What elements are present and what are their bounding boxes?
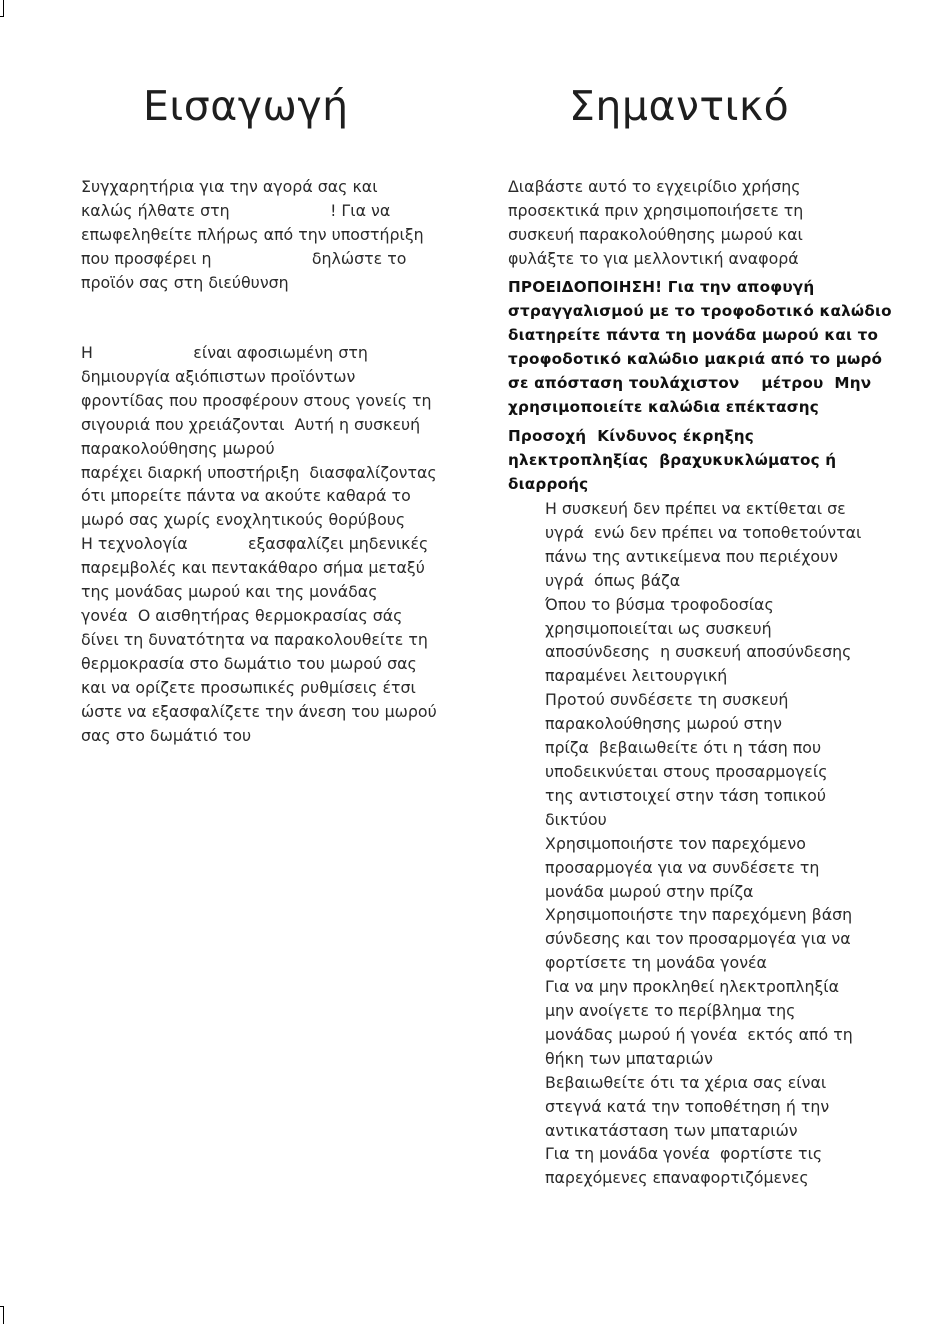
list-item-line: Χρησιμοποιήστε τον παρεχόμενο [545,833,806,853]
list-item-line: μονάδα μωρού στην πρίζα [545,881,754,901]
list-item-line: Χρησιμοποιήστε την παρεχόμενη βάση [545,905,853,925]
text-line: παρέχει διαρκή υποστήριξη διασφαλίζοντας [81,462,437,482]
text-line: επωφεληθείτε πλήρως από την υποστήριξη [81,224,424,244]
list-item-line: παραμένει λειτουργική [545,666,728,686]
list-item-line: φορτίσετε τη μονάδα γονέα [545,953,767,973]
list-item-line: υγρά όπως βάζα [545,570,681,590]
text-line: Συγχαρητήρια για την αγορά σας και [81,177,378,196]
text-line: ότι μπορείτε πάντα να ακούτε καθαρά το [81,486,411,506]
list-item-line: θήκη των μπαταριών [545,1048,713,1068]
text-line: μωρό σας χωρίς ενοχλητικούς θορύβους [81,510,406,530]
list-item-line: Βεβαιωθείτε ότι τα χέρια σας είναι [545,1072,827,1092]
text-line: παρακολούθησης μωρού [81,438,275,458]
text-line: ηλεκτροπληξίας βραχυκυκλώματος ή [508,450,837,469]
list-item-line: παρακολούθησης μωρού στην [545,714,782,734]
text-line: καλώς ήλθατε στη ! Για να [81,200,391,220]
text-line: προϊόν σας στη διεύθυνση [81,272,289,292]
text-line: ώστε να εξασφαλίζετε την άνεση του μωρού [81,701,437,721]
text-line: διατηρείτε πάντα τη μονάδα μωρού και το [508,325,879,344]
text-line: σας στο δωμάτιό του [81,725,252,745]
text-line: στραγγαλισμού με το τροφοδοτικό καλώδιο [508,301,892,320]
list-item-line: υγρά ενώ δεν πρέπει να τοποθετούνται [545,522,862,542]
text-line: σιγουριά που χρειάζονται Αυτή η συσκευή [81,414,421,434]
text-line: Η τεχνολογία εξασφαλίζει μηδενικές [81,534,429,554]
list-item-line: Για να μην προκληθεί ηλεκτροπληξία [545,977,840,997]
list-item-line: χρησιμοποιείται ως συσκευή [545,618,772,638]
read-manual-paragraph [508,175,888,271]
list-item-line: προσαρμογέα για να συνδέσετε τη [545,857,820,877]
text-line: διαρροής [508,474,589,493]
safety-list [545,497,890,1190]
list-item-line: αντικατάσταση των μπαταριών [545,1120,798,1140]
text-line: φυλάξτε το για μελλοντική αναφορά [508,248,799,268]
text-line: χρησιμοποιείτε καλώδια επέκτασης [508,397,819,416]
list-item-line: δικτύου [545,809,607,829]
text-line: Διαβάστε αυτό το εγχειρίδιο χρήσης [508,177,801,196]
text-line: της μονάδας μωρού και της μονάδας [81,582,378,602]
list-item-line: σύνδεσης και τον προσαρμογέα για να [545,929,851,949]
body-paragraph [81,341,461,747]
crop-mark-bottom-left-h [0,1306,4,1307]
list-item-line: Προτού συνδέσετε τη συσκευή [545,690,789,710]
list-item-line: Όπου το βύσμα τροφοδοσίας [545,594,774,614]
heading-important: Σημαντικό [569,82,790,130]
list-item-line: υποδεικνύεται στους προσαρμογείς [545,761,828,781]
text-line: θερμοκρασία στο δωμάτιο του μωρού σας [81,653,417,673]
text-line: συσκευή παρακολούθησης μωρού και [508,224,803,244]
heading-introduction: Εισαγωγή [143,82,349,130]
text-line: γονέα Ο αισθητήρας θερμοκρασίας σάς [81,605,403,625]
list-item-line: στεγνά κατά την τοποθέτηση ή την [545,1096,830,1116]
text-line: τροφοδοτικό καλώδιο μακριά από το μωρό [508,349,883,368]
text-line: φροντίδας που προσφέρουν στους γονείς τη [81,390,432,410]
crop-mark-top-left-h [0,16,4,17]
text-line: Η είναι αφοσιωμένη στη [81,343,368,362]
text-line: σε απόσταση τουλάχιστον μέτρου Μην [508,373,872,392]
list-item-line: της αντιστοιχεί στην τάση τοπικού [545,785,826,805]
list-item-line: μην ανοίγετε το περίβλημα της [545,1001,796,1021]
text-line: ΠΡΟΕΙΔΟΠΟΙΗΣΗ! Για την αποφυγή [508,278,815,296]
text-line: δημιουργία αξιόπιστων προϊόντων [81,366,356,386]
caution-paragraph [508,425,898,497]
crop-mark-bottom-left [3,1306,4,1324]
text-line: παρεμβολές και πεντακάθαρο σήμα μεταξύ [81,558,425,578]
warning-paragraph [508,276,898,419]
list-item-line: Για τη μονάδα γονέα φορτίστε τις [545,1144,823,1164]
list-item-line: αποσύνδεσης η συσκευή αποσύνδεσης [545,642,852,662]
text-line: προσεκτικά πριν χρησιμοποιήσετε τη [508,200,804,220]
list-item-line: Η συσκευή δεν πρέπει να εκτίθεται σε [545,499,846,518]
crop-mark-top-left [3,0,4,16]
text-line: δίνει τη δυνατότητα να παρακολουθείτε τη [81,629,428,649]
list-item-line: πρίζα βεβαιωθείτε ότι η τάση που [545,738,822,758]
text-line: Προσοχή Κίνδυνος έκρηξης [508,427,754,445]
text-line: που προσφέρει η δηλώστε το [81,248,407,268]
list-item-line: παρεχόμενες επαναφορτιζόμενες [545,1168,809,1188]
list-item-line: μονάδας μωρού ή γονέα εκτός από τη [545,1024,853,1044]
text-line: και να ορίζετε προσωπικές ρυθμίσεις έτσι [81,677,416,697]
intro-paragraph [81,175,461,295]
list-item-line: πάνω της αντικείμενα που περιέχουν [545,546,838,566]
